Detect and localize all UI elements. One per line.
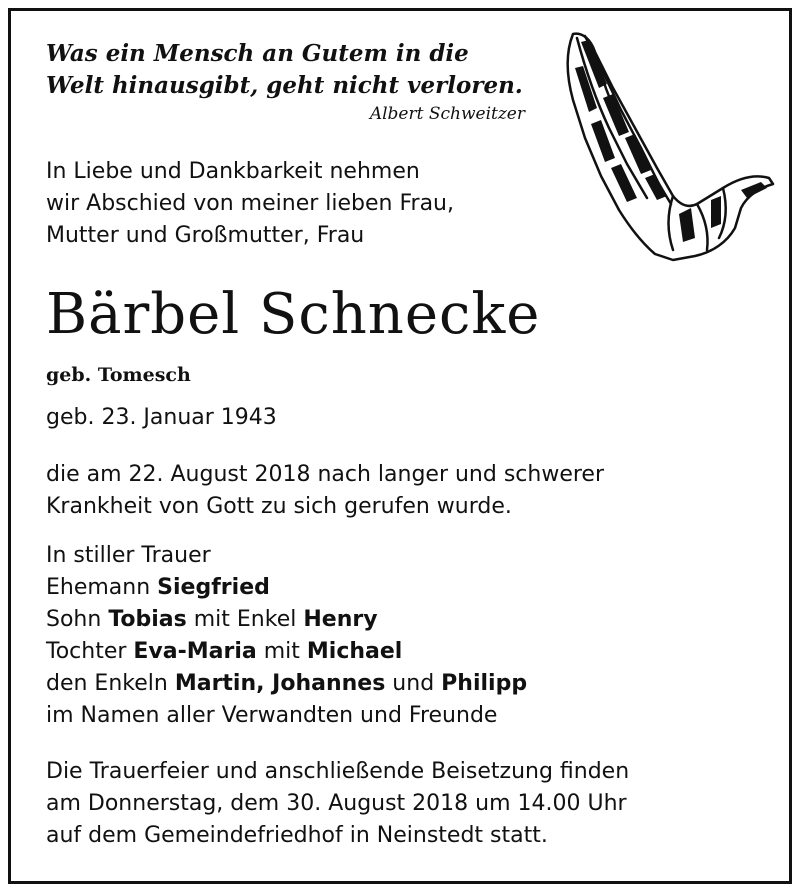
death-text xyxy=(46,459,604,523)
death-line: die am 22. August 2018 nach langer und schwerer xyxy=(46,462,605,487)
mourner-line: den Enkeln Martin, Johannes und Philipp xyxy=(46,671,528,696)
birth-name: geb. Tomesch xyxy=(46,364,191,386)
intro-text xyxy=(46,156,454,252)
mourners-list xyxy=(46,540,527,732)
intro-line: wir Abschied von meiner lieben Frau, xyxy=(46,191,454,216)
quote xyxy=(46,38,523,102)
funeral-line: auf dem Gemeindefriedhof in Neinstedt statt. xyxy=(46,823,548,848)
funeral-line: Die Trauerfeier und anschließende Beisetzung finden xyxy=(46,759,630,784)
funeral-info xyxy=(46,756,629,852)
intro-line: Mutter und Großmutter, Frau xyxy=(46,223,365,248)
funeral-line: am Donnerstag, dem 30. August 2018 um 14.00 Uhr xyxy=(46,791,627,816)
mourner-line: Sohn Tobias mit Enkel Henry xyxy=(46,607,378,632)
deceased-name: Bärbel Schnecke xyxy=(46,282,541,347)
mourners-heading: In stiller Trauer xyxy=(46,543,211,568)
mourner-line: Ehemann Siegfried xyxy=(46,575,270,600)
death-line: Krankheit von Gott zu sich gerufen wurde. xyxy=(46,494,512,519)
quote-line: Was ein Mensch an Gutem in die xyxy=(46,40,469,67)
birth-date: geb. 23. Januar 1943 xyxy=(46,405,277,430)
praying-hands-icon xyxy=(555,28,785,266)
mourners-closing: im Namen aller Verwandten und Freunde xyxy=(46,703,498,728)
intro-line: In Liebe und Dankbarkeit nehmen xyxy=(46,159,420,184)
quote-line: Welt hinausgibt, geht nicht verloren. xyxy=(46,72,523,99)
quote-author: Albert Schweitzer xyxy=(369,104,525,124)
mourner-line: Tochter Eva-Maria mit Michael xyxy=(46,639,403,664)
